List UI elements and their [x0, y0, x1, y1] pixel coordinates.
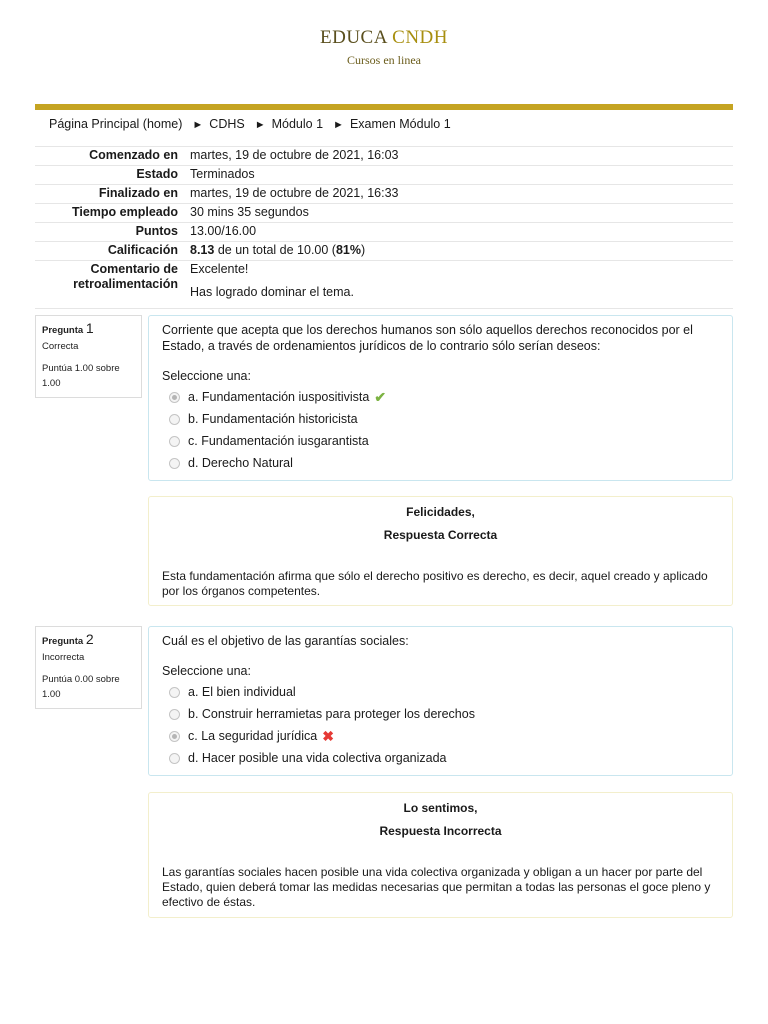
- question-number: [42, 320, 135, 336]
- radio-icon[interactable]: [169, 753, 180, 764]
- feedback-heading: Lo sentimos,: [403, 801, 478, 815]
- feedback-text: Esta fundamentación afirma que sólo el derecho positivo es derecho, es decir, aquel creado y aplicado por los órganos competentes.: [162, 569, 708, 598]
- brand-subtitle: Cursos en linea: [347, 53, 421, 67]
- summary-row-state: [35, 166, 733, 185]
- breadcrumb-separator-icon: ►: [254, 119, 266, 131]
- answer-label: b. Fundamentación historicista: [188, 412, 358, 426]
- summary-value: martes, 19 de octubre de 2021, 16:03: [190, 147, 733, 166]
- question-state: Incorrecta: [42, 652, 85, 663]
- summary-label: [35, 261, 190, 309]
- breadcrumb-modulo-1[interactable]: Módulo 1: [271, 117, 324, 131]
- summary-label: Comenzado en: [35, 147, 190, 166]
- feedback-subheading: Respuesta Correcta: [383, 528, 498, 542]
- answer-option-b[interactable]: [162, 408, 719, 430]
- summary-label: Calificación: [35, 242, 190, 261]
- breadcrumb-examen[interactable]: Examen Módulo 1: [349, 117, 451, 131]
- feedback-line1: Excelente!: [190, 262, 249, 276]
- answer-label: c. Fundamentación iusgarantista: [188, 434, 369, 448]
- answer-label: a. Fundamentación iuspositivista: [188, 390, 370, 404]
- summary-label: Puntos: [35, 223, 190, 242]
- grade-middle: de un total de 10.00 (: [214, 243, 336, 257]
- feedback-heading: Felicidades,: [406, 505, 475, 519]
- breadcrumb-cdhs[interactable]: CDHS: [209, 117, 245, 131]
- summary-row-feedback: [35, 261, 733, 309]
- feedback-line2: Has logrado dominar el tema.: [190, 285, 354, 299]
- feedback-label-line2: retroalimentación: [73, 277, 178, 291]
- answer-label: a. El bien individual: [188, 685, 296, 699]
- summary-value: 13.00/16.00: [190, 223, 733, 242]
- question-prompt: Seleccione una:: [162, 664, 251, 678]
- question-label: Pregunta: [42, 325, 84, 336]
- answer-label: c. La seguridad jurídica: [188, 729, 318, 743]
- feedback-label-line1: Comentario de: [90, 262, 178, 276]
- grade-end: ): [361, 243, 366, 257]
- summary-label: Finalizado en: [35, 185, 190, 204]
- answer-option-b[interactable]: [162, 703, 719, 725]
- question-text: Corriente que acepta que los derechos humanos son sólo aquellos derechos reconocidos por el Estado, a través de ordenamientos jurídicos de lo contrario sólo serían deseos:: [162, 323, 693, 353]
- radio-selected-icon[interactable]: [169, 731, 180, 742]
- question-info-1: [35, 315, 142, 398]
- brand-title-educa: EDUCA: [320, 27, 387, 48]
- brand-header: [0, 27, 768, 68]
- grade-score: 8.13: [190, 243, 215, 257]
- summary-row-finished: [35, 185, 733, 204]
- feedback-text: Las garantías sociales hacen posible una vida colectiva organizada y obligan a un hacer por parte del Estado, quien deberá tomar las medidas necesarias que permitan a todas las personas el goce pleno y efectivo de éstas.: [162, 865, 711, 909]
- answer-label: b. Construir herramietas para proteger los derechos: [188, 707, 475, 721]
- summary-row-started: [35, 147, 733, 166]
- summary-label: Estado: [35, 166, 190, 185]
- answer-list: [162, 681, 719, 769]
- answer-option-c[interactable]: [162, 430, 719, 452]
- summary-row-time: [35, 204, 733, 223]
- breadcrumb-separator-icon: ►: [192, 119, 204, 131]
- answer-label: d. Derecho Natural: [188, 456, 293, 470]
- breadcrumb-home[interactable]: Página Principal (home): [49, 117, 183, 131]
- radio-icon[interactable]: [169, 687, 180, 698]
- answer-option-c[interactable]: [162, 725, 719, 747]
- brand-title: [0, 27, 768, 49]
- summary-row-points: [35, 223, 733, 242]
- answer-option-d[interactable]: [162, 452, 719, 474]
- summary-row-grade: [35, 242, 733, 261]
- question-number: [42, 631, 135, 647]
- question-state: Correcta: [42, 341, 79, 352]
- summary-value: 30 mins 35 segundos: [190, 204, 733, 223]
- answer-label: d. Hacer posible una vida colectiva organizada: [188, 751, 447, 765]
- header-divider: [35, 104, 733, 110]
- summary-grade-value: [190, 242, 733, 261]
- question-label: Pregunta: [42, 636, 84, 647]
- cross-icon: ✖: [322, 728, 334, 744]
- feedback-box-1: [148, 496, 733, 606]
- question-text: Cuál es el objetivo de las garantías sociales:: [162, 634, 409, 648]
- question-number-value: 2: [85, 631, 94, 647]
- answer-list: [162, 386, 719, 474]
- breadcrumb-separator-icon: ►: [333, 119, 344, 131]
- breadcrumb: [49, 117, 451, 131]
- feedback-box-2: [148, 792, 733, 918]
- question-box-1: [148, 315, 733, 481]
- question-mark: Puntúa 1.00 sobre 1.00: [42, 363, 120, 389]
- radio-icon[interactable]: [169, 458, 180, 469]
- brand-title-cndh: CNDH: [392, 27, 448, 48]
- radio-icon[interactable]: [169, 414, 180, 425]
- attempt-summary-table: [35, 146, 733, 309]
- summary-feedback-value: [190, 261, 733, 309]
- answer-option-a[interactable]: [162, 386, 719, 408]
- question-box-2: [148, 626, 733, 776]
- summary-value: martes, 19 de octubre de 2021, 16:33: [190, 185, 733, 204]
- question-mark: Puntúa 0.00 sobre 1.00: [42, 674, 120, 700]
- answer-option-d[interactable]: [162, 747, 719, 769]
- radio-selected-icon[interactable]: [169, 392, 180, 403]
- question-info-2: [35, 626, 142, 709]
- summary-label: Tiempo empleado: [35, 204, 190, 223]
- radio-icon[interactable]: [169, 709, 180, 720]
- answer-option-a[interactable]: [162, 681, 719, 703]
- question-prompt: Seleccione una:: [162, 369, 251, 383]
- feedback-subheading: Respuesta Incorrecta: [379, 824, 502, 838]
- question-number-value: 1: [85, 320, 94, 336]
- grade-percent: 81%: [335, 243, 361, 257]
- checkmark-icon: ✔: [374, 389, 387, 405]
- summary-value: Terminados: [190, 166, 733, 185]
- radio-icon[interactable]: [169, 436, 180, 447]
